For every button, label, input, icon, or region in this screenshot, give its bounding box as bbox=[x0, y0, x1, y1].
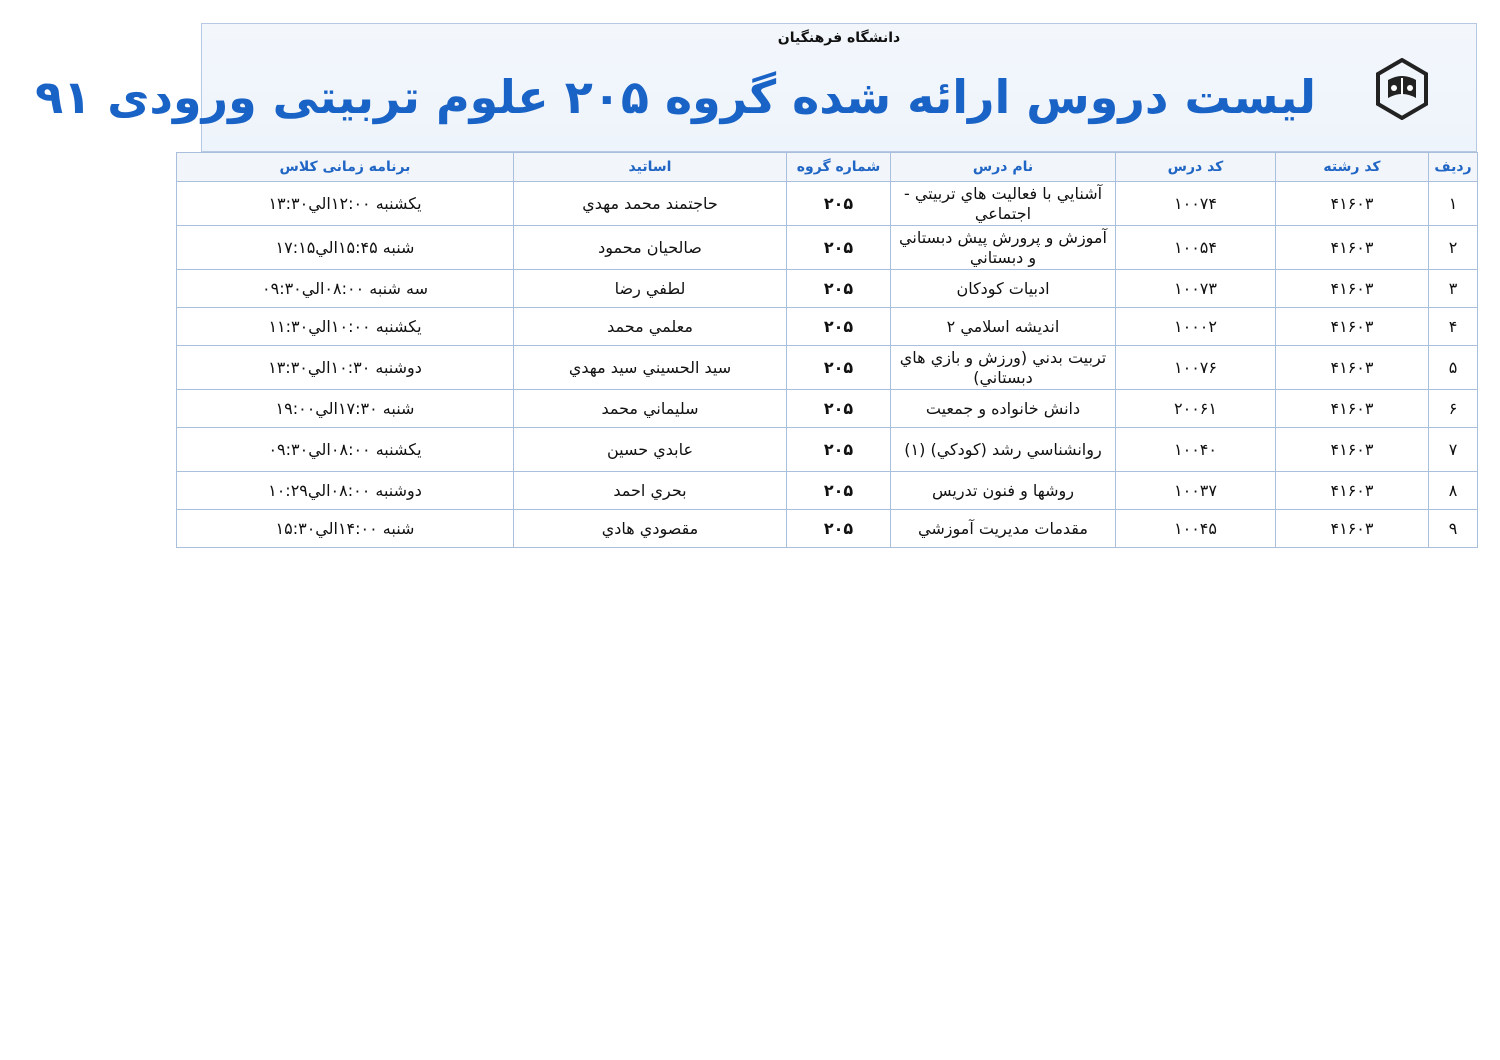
instructor: سيد الحسيني سيد مهدي bbox=[514, 346, 787, 390]
instructor: معلمي محمد bbox=[514, 308, 787, 346]
column-header-instructors: اساتید bbox=[514, 153, 787, 182]
schedule: سه شنبه ۰۸:۰۰الي۰۹:۳۰ bbox=[177, 270, 514, 308]
major-code: ۴۱۶۰۳ bbox=[1276, 390, 1429, 428]
university-logo-icon bbox=[1374, 58, 1430, 120]
group-number: ۲۰۵ bbox=[787, 270, 891, 308]
major-code: ۴۱۶۰۳ bbox=[1276, 472, 1429, 510]
course-code: ۱۰۰۷۳ bbox=[1116, 270, 1276, 308]
course-code: ۱۰۰۰۲ bbox=[1116, 308, 1276, 346]
course-name: دانش خانواده و جمعيت bbox=[891, 390, 1116, 428]
course-code: ۱۰۰۷۴ bbox=[1116, 182, 1276, 226]
table-row bbox=[177, 472, 1478, 510]
row-number: ۷ bbox=[1429, 428, 1478, 472]
major-code: ۴۱۶۰۳ bbox=[1276, 308, 1429, 346]
schedule: يکشنبه ۱۲:۰۰الي۱۳:۳۰ bbox=[177, 182, 514, 226]
course-code: ۱۰۰۷۶ bbox=[1116, 346, 1276, 390]
group-number: ۲۰۵ bbox=[787, 346, 891, 390]
row-number: ۱ bbox=[1429, 182, 1478, 226]
table-row bbox=[177, 510, 1478, 548]
table-row bbox=[177, 182, 1478, 226]
instructor: لطفي رضا bbox=[514, 270, 787, 308]
course-name: انديشه اسلامي ۲ bbox=[891, 308, 1116, 346]
group-number: ۲۰۵ bbox=[787, 226, 891, 270]
schedule: دوشنبه ۰۸:۰۰الي۱۰:۲۹ bbox=[177, 472, 514, 510]
major-code: ۴۱۶۰۳ bbox=[1276, 270, 1429, 308]
table-row bbox=[177, 346, 1478, 390]
major-code: ۴۱۶۰۳ bbox=[1276, 510, 1429, 548]
row-number: ۲ bbox=[1429, 226, 1478, 270]
schedule: شنبه ۱۴:۰۰الي۱۵:۳۰ bbox=[177, 510, 514, 548]
group-number: ۲۰۵ bbox=[787, 428, 891, 472]
group-number: ۲۰۵ bbox=[787, 182, 891, 226]
page-title: لیست دروس ارائه شده گروه ۲۰۵ علوم تربیتی ورودی ۹۱ bbox=[35, 70, 1316, 124]
instructor: مقصودي هادي bbox=[514, 510, 787, 548]
course-code: ۱۰۰۵۴ bbox=[1116, 226, 1276, 270]
group-number: ۲۰۵ bbox=[787, 390, 891, 428]
row-number: ۳ bbox=[1429, 270, 1478, 308]
course-code: ۱۰۰۴۰ bbox=[1116, 428, 1276, 472]
course-name: روانشناسي رشد (کودکي) (۱) bbox=[891, 428, 1116, 472]
row-number: ۹ bbox=[1429, 510, 1478, 548]
major-code: ۴۱۶۰۳ bbox=[1276, 346, 1429, 390]
major-code: ۴۱۶۰۳ bbox=[1276, 226, 1429, 270]
university-name: دانشگاه فرهنگیان bbox=[777, 30, 901, 46]
schedule: شنبه ۱۵:۴۵الي۱۷:۱۵ bbox=[177, 226, 514, 270]
instructor: صالحيان محمود bbox=[514, 226, 787, 270]
instructor: حاجتمند محمد مهدي bbox=[514, 182, 787, 226]
group-number: ۲۰۵ bbox=[787, 510, 891, 548]
schedule: يکشنبه ۱۰:۰۰الي۱۱:۳۰ bbox=[177, 308, 514, 346]
table-row bbox=[177, 226, 1478, 270]
courses-table bbox=[176, 152, 1478, 548]
course-name: مقدمات مديريت آموزشي bbox=[891, 510, 1116, 548]
instructor: سليماني محمد bbox=[514, 390, 787, 428]
row-number: ۶ bbox=[1429, 390, 1478, 428]
major-code: ۴۱۶۰۳ bbox=[1276, 182, 1429, 226]
group-number: ۲۰۵ bbox=[787, 308, 891, 346]
column-header-major-code: کد رشته bbox=[1276, 153, 1429, 182]
group-number: ۲۰۵ bbox=[787, 472, 891, 510]
instructor: بحري احمد bbox=[514, 472, 787, 510]
table-row bbox=[177, 390, 1478, 428]
column-header-group-number: شماره گروه bbox=[787, 153, 891, 182]
column-header-row-number: ردیف bbox=[1429, 153, 1478, 182]
table-row bbox=[177, 308, 1478, 346]
row-number: ۵ bbox=[1429, 346, 1478, 390]
course-name: آموزش و پرورش پيش دبستاني و دبستاني bbox=[891, 226, 1116, 270]
table-row bbox=[177, 270, 1478, 308]
course-code: ۲۰۰۶۱ bbox=[1116, 390, 1276, 428]
course-code: ۱۰۰۴۵ bbox=[1116, 510, 1276, 548]
row-number: ۸ bbox=[1429, 472, 1478, 510]
table-header-row bbox=[177, 153, 1478, 182]
major-code: ۴۱۶۰۳ bbox=[1276, 428, 1429, 472]
instructor: عابدي حسين bbox=[514, 428, 787, 472]
course-name: روشها و فنون تدريس bbox=[891, 472, 1116, 510]
schedule: دوشنبه ۱۰:۳۰الي۱۳:۳۰ bbox=[177, 346, 514, 390]
course-name: تربيت بدني (ورزش و بازي هاي دبستاني) bbox=[891, 346, 1116, 390]
course-name: آشنايي با فعاليت هاي تربيتي - اجتماعي bbox=[891, 182, 1116, 226]
table-row bbox=[177, 428, 1478, 472]
course-code: ۱۰۰۳۷ bbox=[1116, 472, 1276, 510]
column-header-course-name: نام درس bbox=[891, 153, 1116, 182]
schedule: يکشنبه ۰۸:۰۰الي۰۹:۳۰ bbox=[177, 428, 514, 472]
row-number: ۴ bbox=[1429, 308, 1478, 346]
column-header-schedule: برنامه زمانی کلاس bbox=[177, 153, 514, 182]
schedule: شنبه ۱۷:۳۰الي۱۹:۰۰ bbox=[177, 390, 514, 428]
column-header-course-code: کد درس bbox=[1116, 153, 1276, 182]
page-header bbox=[35, 23, 1477, 152]
course-name: ادبيات کودکان bbox=[891, 270, 1116, 308]
